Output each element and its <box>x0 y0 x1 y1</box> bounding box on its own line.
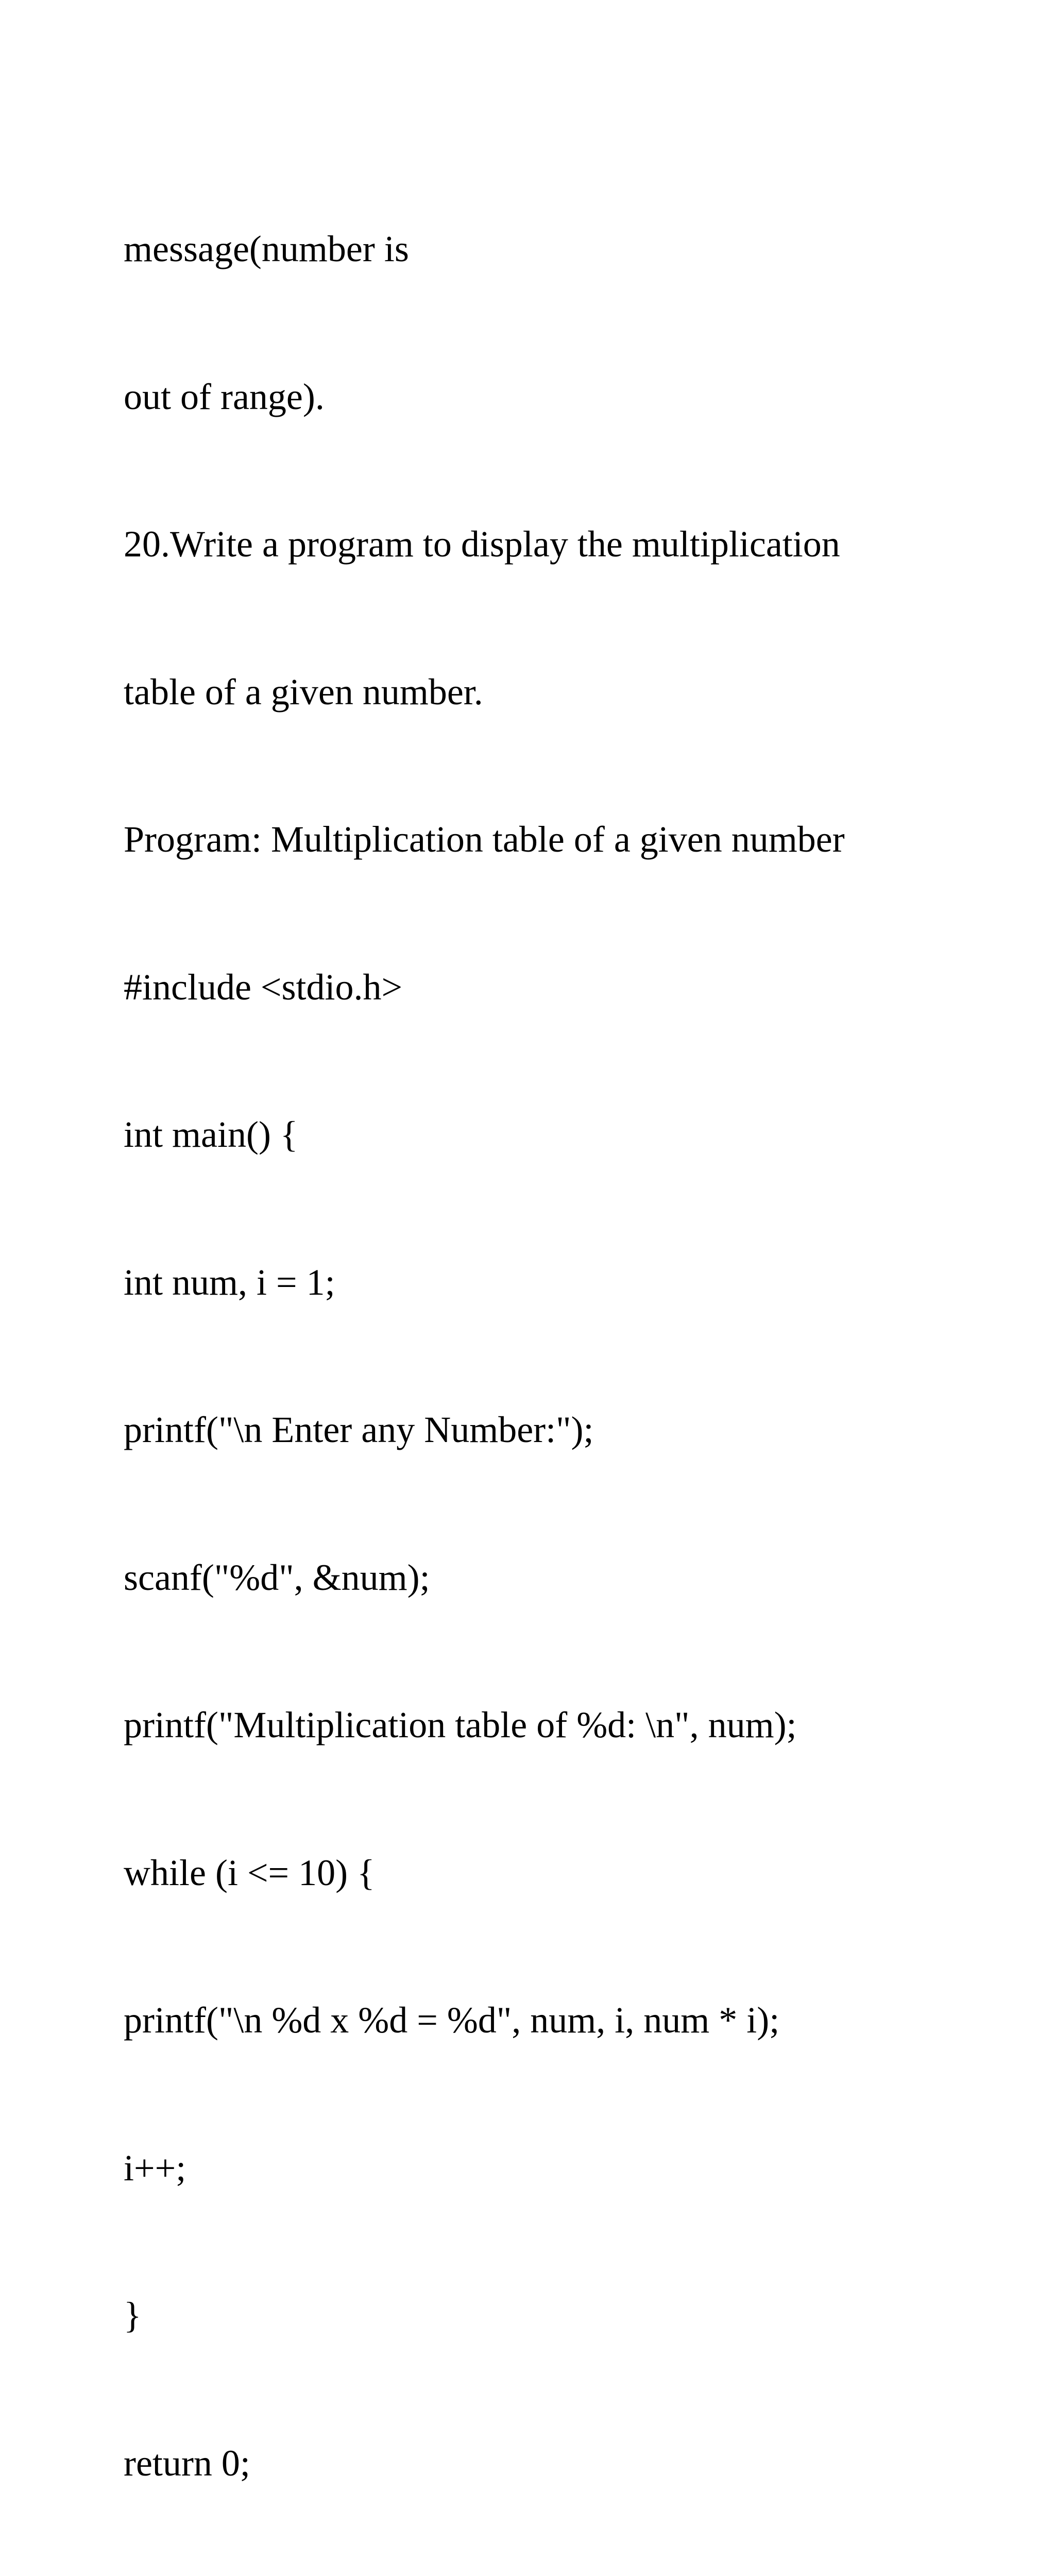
code-line: scanf("%d", &num); <box>124 1556 430 1598</box>
code-line: printf("\n Enter any Number:"); <box>124 1409 594 1450</box>
code-line: #include <stdio.h> <box>124 966 403 1008</box>
program-title: Program: Multiplication table of a given number <box>124 819 845 860</box>
code-line: i++; <box>124 2147 186 2189</box>
code-line: printf("\n %d x %d = %d", num, i, num * i); <box>124 1999 780 2041</box>
code-line: printf("Multiplication table of %d: \n", num); <box>124 1704 797 1745</box>
code-line: } <box>124 2295 142 2336</box>
code-line: return 0; <box>124 2442 250 2484</box>
document-text <box>124 126 1030 2576</box>
code-line: while (i <= 10) { <box>124 1852 375 1893</box>
code-line: int main() { <box>124 1114 298 1155</box>
code-line: int num, i = 1; <box>124 1261 335 1303</box>
question-heading-line-2: table of a given number. <box>124 671 483 713</box>
text-line-continuation-2: out of range). <box>124 376 325 417</box>
text-line-continuation-1: message(number is <box>124 228 409 269</box>
question-heading-line-1: 20.Write a program to display the multiplication <box>124 523 840 565</box>
